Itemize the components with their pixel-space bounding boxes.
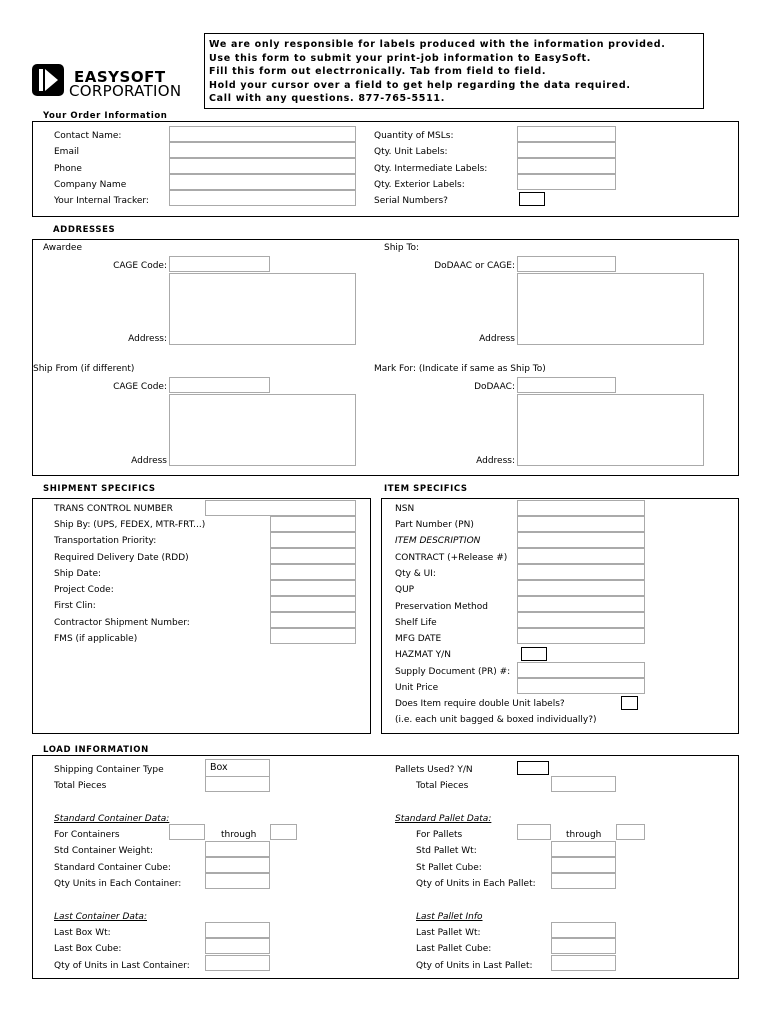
last-pallet-weight-field[interactable] [551, 922, 616, 938]
phone-field[interactable] [169, 158, 356, 174]
last-box-cube-label: Last Box Cube: [54, 944, 122, 954]
contractor-shipment-label: Contractor Shipment Number: [54, 618, 190, 628]
company-logo [32, 62, 192, 102]
ship-by-label: Ship By: (UPS, FEDEX, MTR-FRT...) [54, 520, 206, 530]
pallet-to-field[interactable] [616, 824, 645, 840]
last-box-weight-field[interactable] [205, 922, 270, 938]
awardee-address-field[interactable] [169, 273, 356, 345]
last-pallet-info-heading: Last Pallet Info [416, 912, 483, 922]
markfor-address-label: Address: [476, 456, 515, 466]
std-container-weight-label: Std Container Weight: [54, 846, 154, 856]
ship-to-label: Ship To: [384, 243, 419, 253]
project-code-label: Project Code: [54, 585, 114, 595]
preservation-method-label: Preservation Method [395, 602, 488, 612]
email-label: Email [54, 147, 79, 157]
contract-field[interactable] [517, 548, 645, 564]
company-name-field[interactable] [169, 174, 356, 190]
trans-control-field[interactable] [205, 500, 356, 516]
fms-label: FMS (if applicable) [54, 634, 138, 644]
hazmat-label: HAZMAT Y/N [395, 650, 451, 660]
notice-line-5: Call with any questions. 877-765-5511. [209, 93, 446, 104]
qty-msls-label: Quantity of MSLs: [374, 131, 454, 141]
pallet-from-field[interactable] [517, 824, 551, 840]
qty-exterior-labels-field[interactable] [517, 174, 616, 190]
std-pallet-cube-label: St Pallet Cube: [416, 863, 482, 873]
last-container-data-heading: Last Container Data: [54, 912, 147, 922]
qty-ui-label: Qty & UI: [395, 569, 436, 579]
unit-price-field[interactable] [517, 678, 645, 694]
shipfrom-address-label: Address [131, 456, 167, 466]
pallets-used-label: Pallets Used? Y/N [395, 765, 473, 775]
unit-price-label: Unit Price [395, 683, 439, 693]
notice-line-2: Use this form to submit your print-job information to EasySoft. [209, 52, 592, 64]
internal-tracker-label: Your Internal Tracker: [54, 196, 149, 206]
serial-numbers-label: Serial Numbers? [374, 196, 448, 206]
rdd-label: Required Delivery Date (RDD) [54, 553, 189, 563]
transport-priority-label: Transportation Priority: [54, 536, 157, 546]
container-through-label: through [221, 830, 257, 840]
qty-unit-labels-field[interactable] [517, 142, 616, 158]
notice-box [204, 33, 704, 109]
qty-exterior-labels-label: Qty. Exterior Labels: [374, 180, 465, 190]
awardee-address-label: Address: [128, 334, 167, 344]
container-from-field[interactable] [169, 824, 205, 840]
std-container-cube-field[interactable] [205, 857, 270, 873]
shipto-dodaac-cage-label: DoDAAC or CAGE: [434, 261, 515, 271]
serial-numbers-checkbox[interactable] [519, 192, 545, 206]
part-number-label: Part Number (PN) [395, 520, 474, 530]
part-number-field[interactable] [517, 516, 645, 532]
easysoft-logo-icon [32, 62, 68, 98]
ship-date-field[interactable] [270, 564, 356, 580]
for-pallets-label: For Pallets [416, 830, 463, 840]
std-pallet-weight-field[interactable] [551, 841, 616, 857]
pallet-through-label: through [566, 830, 602, 840]
awardee-cage-field[interactable] [169, 256, 270, 272]
notice-line-4: Hold your cursor over a field to get help regarding the data required. [209, 79, 631, 91]
std-container-data-heading: Standard Container Data: [54, 814, 170, 824]
qup-label: QUP [395, 585, 415, 595]
logo-line-1: EASYSOFT [74, 68, 166, 86]
qup-field[interactable] [517, 580, 645, 596]
load-section-title: LOAD INFORMATION [43, 745, 149, 755]
awardee-cage-label: CAGE Code: [113, 261, 167, 271]
qty-units-last-container-label: Qty of Units in Last Container: [54, 961, 190, 971]
qty-units-each-container-label: Qty Units in Each Container: [54, 879, 182, 889]
first-clin-field[interactable] [270, 596, 356, 612]
last-pallet-weight-label: Last Pallet Wt: [416, 928, 481, 938]
qty-units-last-pallet-field[interactable] [551, 955, 616, 971]
std-pallet-data-heading: Standard Pallet Data: [395, 814, 492, 824]
double-labels-checkbox[interactable] [621, 696, 638, 710]
company-name-label: Company Name [54, 180, 127, 190]
std-container-weight-field[interactable] [205, 841, 270, 857]
contact-name-field[interactable] [169, 126, 356, 142]
pallet-total-pieces-field[interactable] [551, 776, 616, 792]
logo-line-2: CORPORATION [69, 82, 182, 100]
nsn-label: NSN [395, 504, 415, 514]
notice-line-3: Fill this form out electrronically. Tab from field to field. [209, 66, 547, 77]
contract-label: CONTRACT (+Release #) [395, 553, 508, 563]
markfor-address-field[interactable] [517, 394, 704, 466]
hazmat-checkbox[interactable] [521, 647, 547, 661]
double-labels-label: Does Item require double Unit labels? [395, 699, 565, 709]
project-code-field[interactable] [270, 580, 356, 596]
shipfrom-cage-field[interactable] [169, 377, 270, 393]
qty-units-last-pallet-label: Qty of Units in Last Pallet: [416, 961, 533, 971]
item-section-title: ITEM SPECIFICS [384, 484, 468, 494]
qty-units-each-pallet-field[interactable] [551, 873, 616, 889]
markfor-dodaac-label: DoDAAC: [474, 382, 515, 392]
shipping-container-type-label: Shipping Container Type [54, 765, 164, 775]
shipfrom-cage-label: CAGE Code: [113, 382, 167, 392]
supply-document-label: Supply Document (PR) #: [395, 667, 511, 677]
std-pallet-weight-label: Std Pallet Wt: [416, 846, 477, 856]
total-pieces-field[interactable] [205, 776, 270, 792]
for-containers-label: For Containers [54, 830, 120, 840]
qty-msls-field[interactable] [517, 126, 616, 142]
mfg-date-field[interactable] [517, 628, 645, 644]
std-pallet-cube-field[interactable] [551, 857, 616, 873]
last-pallet-cube-label: Last Pallet Cube: [416, 944, 492, 954]
item-description-field[interactable] [517, 532, 645, 548]
qty-ui-field[interactable] [517, 564, 645, 580]
shipment-section-title: SHIPMENT SPECIFICS [43, 484, 156, 494]
first-clin-label: First Clin: [54, 601, 96, 611]
internal-tracker-field[interactable] [169, 190, 356, 206]
shipto-address-label: Address [479, 334, 515, 344]
qty-intermediate-labels-label: Qty. Intermediate Labels: [374, 164, 488, 174]
item-description-label: ITEM DESCRIPTION [395, 536, 481, 546]
qty-unit-labels-label: Qty. Unit Labels: [374, 147, 448, 157]
order-section-title: Your Order Information [43, 111, 168, 121]
mfg-date-label: MFG DATE [395, 634, 442, 644]
trans-control-label: TRANS CONTROL NUMBER [54, 504, 173, 514]
transport-priority-field[interactable] [270, 532, 356, 548]
std-container-cube-label: Standard Container Cube: [54, 863, 171, 873]
ship-from-label: Ship From (if different) [33, 364, 135, 374]
qty-units-each-container-field[interactable] [205, 873, 270, 889]
shelf-life-label: Shelf Life [395, 618, 437, 628]
double-labels-note: (i.e. each unit bagged & boxed individually?) [395, 715, 597, 725]
contact-name-label: Contact Name: [54, 131, 122, 141]
shelf-life-field[interactable] [517, 612, 645, 628]
shipping-container-type-field[interactable]: Box [205, 759, 270, 777]
preservation-method-field[interactable] [517, 596, 645, 612]
markfor-dodaac-field[interactable] [517, 377, 616, 393]
contractor-shipment-field[interactable] [270, 612, 356, 628]
awardee-label: Awardee [43, 243, 82, 253]
email-field[interactable] [169, 142, 356, 158]
last-pallet-cube-field[interactable] [551, 938, 616, 954]
shipto-address-field[interactable] [517, 273, 704, 345]
fms-field[interactable] [270, 628, 356, 644]
nsn-field[interactable] [517, 500, 645, 516]
qty-units-last-container-field[interactable] [205, 955, 270, 971]
notice-line-1: We are only responsible for labels produced with the information provided. [209, 39, 666, 50]
shipto-dodaac-cage-field[interactable] [517, 256, 616, 272]
pallet-total-pieces-label: Total Pieces [416, 781, 469, 791]
qty-intermediate-labels-field[interactable] [517, 158, 616, 174]
container-to-field[interactable] [270, 824, 297, 840]
ship-date-label: Ship Date: [54, 569, 102, 579]
last-box-weight-label: Last Box Wt: [54, 928, 111, 938]
phone-label: Phone [54, 164, 82, 174]
addresses-section-title: ADDRESSES [53, 225, 116, 235]
shipfrom-address-field[interactable] [169, 394, 356, 466]
rdd-field[interactable] [270, 548, 356, 564]
total-pieces-label: Total Pieces [54, 781, 107, 791]
last-box-cube-field[interactable] [205, 938, 270, 954]
ship-by-field[interactable] [270, 516, 356, 532]
mark-for-label: Mark For: (Indicate if same as Ship To) [374, 364, 546, 374]
supply-document-field[interactable] [517, 662, 645, 678]
pallets-used-checkbox[interactable] [517, 761, 549, 775]
qty-units-each-pallet-label: Qty of Units in Each Pallet: [416, 879, 536, 889]
